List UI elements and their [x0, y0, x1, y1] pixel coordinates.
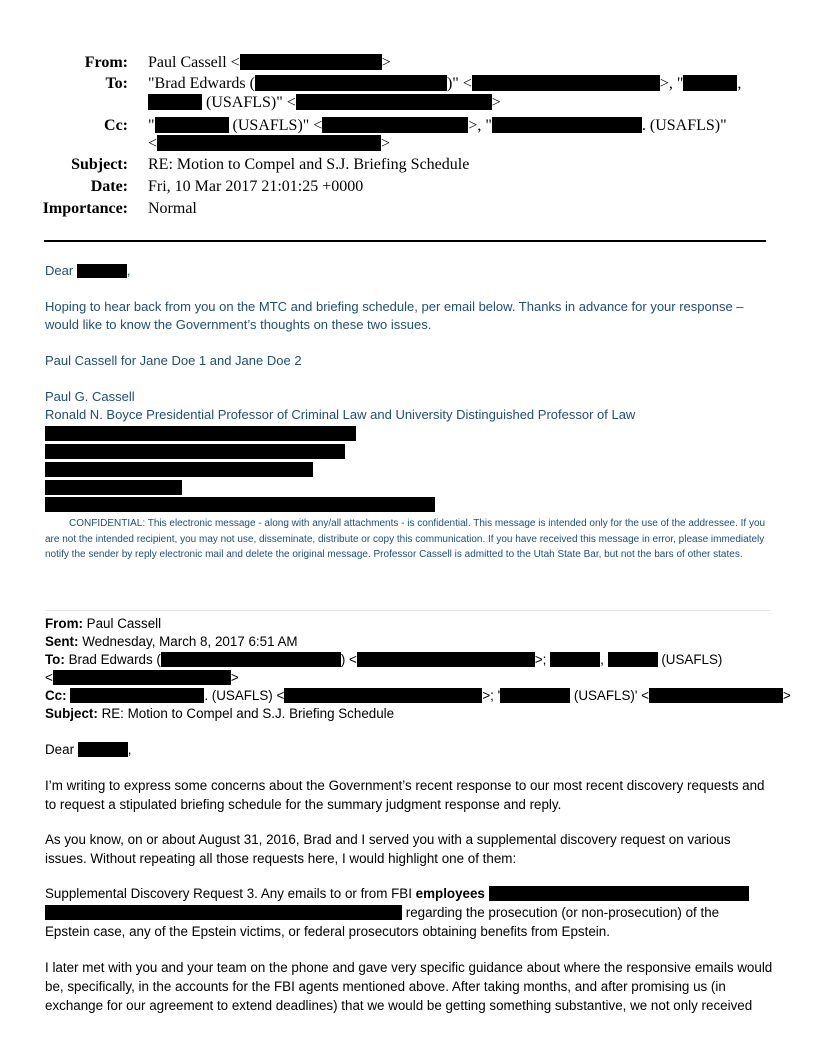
from-label: From:	[84, 54, 128, 71]
redaction	[45, 905, 402, 920]
orig-sent-label: Sent:	[45, 634, 79, 649]
orig-to-label: To:	[45, 652, 65, 667]
signature-title: Ronald N. Boyce Presidential Professor of Criminal Law and University Distinguished Professor of Law	[45, 407, 636, 422]
redaction	[322, 117, 468, 133]
redaction	[284, 688, 482, 703]
redaction	[161, 652, 341, 667]
date-label: Date:	[90, 178, 128, 195]
importance-value: Normal	[148, 200, 197, 217]
subject-value: RE: Motion to Compel and S.J. Briefing Schedule	[148, 156, 470, 173]
orig-from-label: From:	[45, 616, 83, 631]
redaction	[45, 426, 356, 441]
orig-sent-row	[45, 634, 298, 650]
to-text: (USAFLS)" <	[206, 94, 296, 111]
cc-text: (USAFLS)" <	[232, 117, 323, 134]
signature-name: Paul G. Cassell	[45, 389, 135, 404]
redaction	[649, 688, 783, 703]
redaction	[240, 54, 382, 70]
redaction	[148, 94, 202, 110]
redaction	[45, 497, 435, 512]
reply-paragraph-line-1: Hoping to hear back from you on the MTC and briefing schedule, per email below. Thanks in advance for your response –	[45, 299, 744, 314]
reply-sign-line: Paul Cassell for Jane Doe 1 and Jane Doe 2	[45, 353, 302, 368]
redaction	[77, 264, 127, 278]
orig-paragraph-2: As you know, on or about August 31, 2016, Brad and I served you with a supplemental discovery request on various issues. Without repeating all those requests here, I would highlight one of them:	[45, 832, 731, 866]
redaction	[608, 652, 658, 667]
redaction	[155, 117, 229, 133]
redaction	[500, 688, 570, 703]
message-separator	[45, 610, 771, 611]
orig-to-row: To: Brad Edwards ( ) < >; , (USAFLS)	[45, 652, 723, 667]
to-text: "Brad Edwards (	[148, 75, 255, 92]
orig-subject-label: Subject:	[45, 706, 98, 721]
orig-paragraph-1: I’m writing to express some concerns about the Government’s recent response to our most recent discovery requests and to request a stipulated briefing schedule for the summary judgment response and reply.	[45, 778, 765, 812]
importance-label: Importance:	[42, 200, 128, 217]
orig-paragraph-3: Supplemental Discovery Request 3. Any emails to or from FBI employees regarding the prosecution (or non-prosecution) of the Epstein case, any of the Epstein victims, or federal prosecutors obtaining benefits from Epstein.	[45, 884, 775, 941]
redaction	[157, 135, 381, 151]
date-value: Fri, 10 Mar 2017 21:01:25 +0000	[148, 178, 364, 195]
orig-to-row-2: < >	[45, 670, 239, 685]
cc-text: "	[148, 117, 155, 134]
orig-from-row	[45, 616, 161, 632]
from-close: >	[381, 54, 391, 71]
redaction	[45, 444, 345, 459]
to-label: To:	[105, 75, 128, 92]
header-divider	[44, 240, 766, 242]
reply-greeting: Dear ,	[45, 263, 131, 278]
cc-text: <	[148, 135, 158, 152]
cc-text: >	[381, 135, 391, 152]
to-text: >	[491, 94, 501, 111]
to-text: ,	[737, 75, 742, 92]
redaction	[357, 652, 535, 667]
redaction	[550, 652, 600, 667]
cc-label: Cc:	[104, 117, 128, 134]
orig-paragraph-4: I later met with you and your team on the phone and gave very specific guidance about where the responsive emails would be, specifically, in the accounts for the FBI agents mentioned above. After taking months, and after promising us (in exchange for our agreement to extend deadlines) that we would be getting something substantive, we not only received	[45, 960, 773, 1013]
redaction	[255, 75, 447, 91]
subject-label: Subject:	[71, 156, 128, 173]
to-text: >, "	[659, 75, 684, 92]
redaction	[45, 462, 313, 477]
redaction	[70, 688, 204, 703]
orig-from-value: Paul Cassell	[86, 616, 162, 631]
reply-paragraph-line-2: would like to know the Government’s thoughts on these two issues.	[45, 317, 432, 332]
orig-cc-label: Cc:	[45, 688, 67, 703]
confidentiality-notice: CONFIDENTIAL: This electronic message - along with any/all attachments - is confidential. This message is intended only for the use of the addressee. If you are not the intended recipient, you may not use, disseminate, distribute or copy this communication. If you have received this message in error, please immediately notify the sender by reply electronic mail and delete the original message. Professor Cassell is admitted to the Utah State Bar, but not the bars of other states.	[45, 518, 766, 560]
orig-subject-value: RE: Motion to Compel and S.J. Briefing Schedule	[101, 706, 395, 721]
orig-subject-row	[45, 706, 394, 722]
redaction	[78, 742, 128, 757]
orig-greeting: Dear ,	[45, 742, 132, 757]
redaction	[45, 480, 182, 495]
orig-sent-value: Wednesday, March 8, 2017 6:51 AM	[82, 634, 298, 649]
redaction	[472, 75, 660, 91]
redaction	[489, 886, 749, 901]
cc-text: . (USAFLS)"	[641, 117, 727, 134]
from-value: Paul Cassell <	[148, 54, 240, 71]
redaction	[683, 75, 737, 91]
to-text: )" <	[446, 75, 472, 92]
orig-cc-row: Cc: . (USAFLS) < >; ' (USAFLS)' < >	[45, 688, 791, 703]
redaction	[53, 670, 231, 685]
cc-text: >, "	[468, 117, 492, 134]
redaction	[492, 117, 642, 133]
redaction	[296, 94, 492, 110]
